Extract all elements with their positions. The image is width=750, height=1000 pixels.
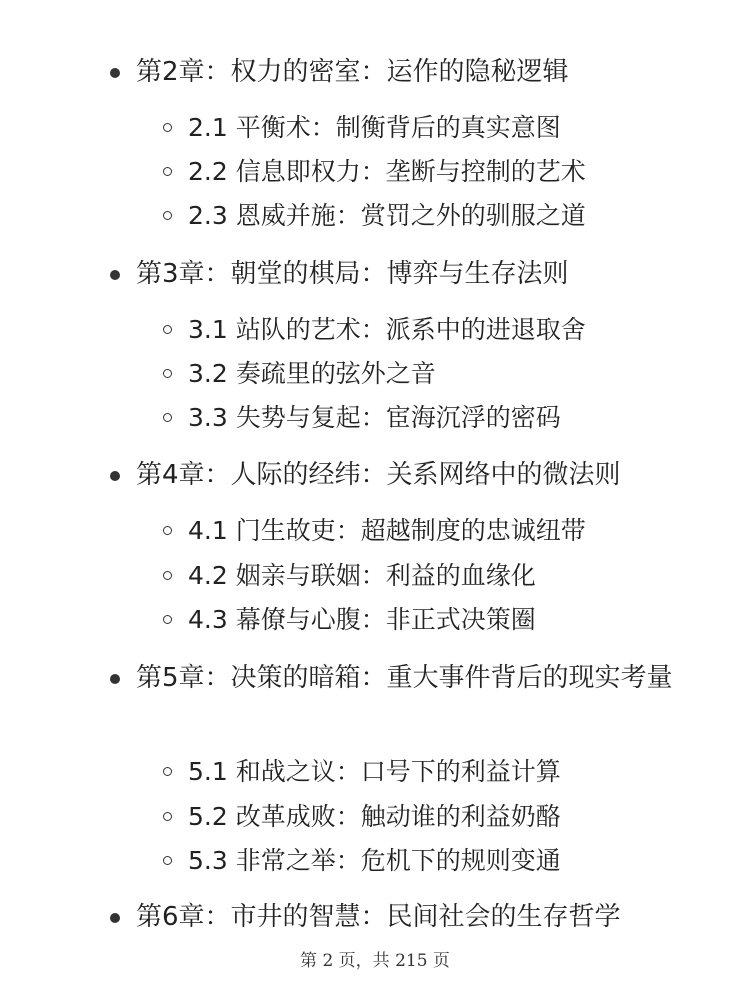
section-title: 5.2 改革成败：触动谁的利益奶酪 [188,802,561,831]
section-title: 2.3 恩威并施：赏罚之外的驯服之道 [188,201,586,230]
section-4-2 [188,556,708,596]
chapter-6 [136,895,696,939]
section-title: 4.2 姻亲与联姻：利益的血缘化 [188,561,536,590]
bullet-dot-icon [110,270,120,280]
bullet-circle-icon [163,812,172,821]
bullet-dot-icon [110,674,120,684]
section-title: 3.1 站队的艺术：派系中的进退取舍 [188,315,586,344]
section-4-1 [188,511,708,551]
bullet-circle-icon [163,615,172,624]
section-title: 4.3 幕僚与心腹：非正式决策圈 [188,605,536,634]
section-4-3 [188,600,708,640]
section-title: 2.1 平衡术：制衡背后的真实意图 [188,113,561,142]
bullet-circle-icon [163,526,172,535]
chapter-title: 第5章：决策的暗箱：重大事件背后的现实考量 [136,663,673,693]
bullet-dot-icon [110,68,120,78]
section-title: 3.3 失势与复起：宦海沉浮的密码 [188,403,561,432]
section-3-2 [188,354,708,394]
chapter-5 [136,656,696,700]
bullet-circle-icon [163,369,172,378]
chapter-title: 第6章：市井的智慧：民间社会的生存哲学 [136,902,621,932]
bullet-circle-icon [163,167,172,176]
bullet-circle-icon [163,767,172,776]
section-3-3 [188,398,708,438]
chapter-title: 第4章：人际的经纬：关系网络中的微法则 [136,460,621,490]
chapter-title: 第2章：权力的密室：运作的隐秘逻辑 [136,57,569,87]
bullet-circle-icon [163,123,172,132]
section-3-1 [188,310,708,350]
bullet-circle-icon [163,571,172,580]
bullet-circle-icon [163,211,172,220]
chapter-3 [136,252,696,296]
bullet-circle-icon [163,325,172,334]
bullet-circle-icon [163,856,172,865]
section-title: 5.3 非常之举：危机下的规则变通 [188,846,561,875]
section-5-3 [188,841,708,881]
section-title: 4.1 门生故吏：超越制度的忠诚纽带 [188,516,586,545]
section-2-1 [188,108,708,148]
bullet-circle-icon [163,413,172,422]
section-5-2 [188,797,708,837]
section-5-1 [188,752,708,792]
chapter-title: 第3章：朝堂的棋局：博弈与生存法则 [136,259,569,289]
section-title: 5.1 和战之议：口号下的利益计算 [188,757,561,786]
section-title: 3.2 奏疏里的弦外之音 [188,359,436,388]
chapter-2 [136,50,696,94]
bullet-dot-icon [110,471,120,481]
section-2-3 [188,196,708,236]
section-title: 2.2 信息即权力：垄断与控制的艺术 [188,157,586,186]
chapter-4 [136,453,696,497]
bullet-dot-icon [110,913,120,923]
page-footer: 第 2 页，共 215 页 [300,951,450,971]
section-2-2 [188,152,708,192]
